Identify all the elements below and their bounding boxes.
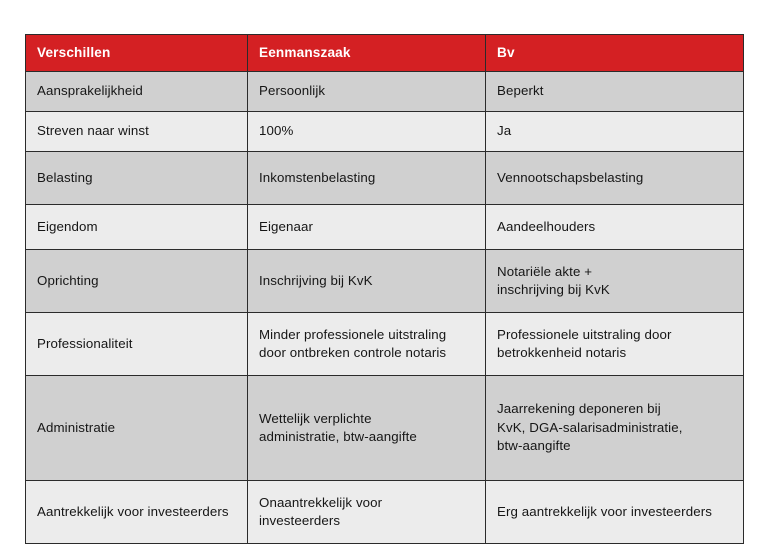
table-row — [26, 205, 744, 250]
row-label-administratie: Administratie — [26, 376, 248, 481]
cell-text-line: Minder professionele uitstraling — [259, 326, 447, 342]
table-header — [26, 35, 744, 72]
table-row — [26, 313, 744, 376]
cell-text-line: Jaarrekening deponeren bij — [497, 401, 661, 417]
column-header-eenmanszaak: Eenmanszaak — [248, 35, 486, 72]
cell-bv-professionaliteit — [486, 313, 744, 376]
table-body — [26, 72, 744, 544]
cell-eenmanszaak-oprichting: Inschrijving bij KvK — [248, 250, 486, 313]
cell-text-line: Onaantrekkelijk voor — [259, 494, 383, 510]
table-row — [26, 481, 744, 544]
cell-text-line: inschrijving bij KvK — [497, 282, 610, 297]
cell-eenmanszaak-aantrekkelijk — [248, 481, 486, 544]
table-row — [26, 152, 744, 205]
cell-text-line: Notariële akte + — [497, 263, 593, 279]
comparison-table-container — [25, 34, 743, 544]
row-label-oprichting: Oprichting — [26, 250, 248, 313]
cell-bv-aansprakelijkheid: Beperkt — [486, 72, 744, 112]
table-row — [26, 72, 744, 112]
cell-eenmanszaak-professionaliteit — [248, 313, 486, 376]
column-header-verschillen: Verschillen — [26, 35, 248, 72]
row-label-professionaliteit: Professionaliteit — [26, 313, 248, 376]
row-label-streven-naar-winst: Streven naar winst — [26, 112, 248, 152]
column-header-bv: Bv — [486, 35, 744, 72]
cell-bv-eigendom: Aandeelhouders — [486, 205, 744, 250]
row-label-aansprakelijkheid: Aansprakelijkheid — [26, 72, 248, 112]
cell-text-line: Wettelijk verplichte — [259, 410, 372, 426]
table-row — [26, 250, 744, 313]
table-header-row — [26, 35, 744, 72]
cell-bv-streven-naar-winst: Ja — [486, 112, 744, 152]
cell-eenmanszaak-streven-naar-winst: 100% — [248, 112, 486, 152]
cell-text-line: Professionele uitstraling door — [497, 326, 672, 342]
row-label-aantrekkelijk-voor-investeerders: Aantrekkelijk voor investeerders — [26, 481, 248, 544]
cell-text-line: administratie, btw-aangifte — [259, 429, 417, 444]
cell-text-line: betrokkenheid notaris — [497, 345, 627, 360]
cell-text-line: investeerders — [259, 513, 341, 528]
cell-eenmanszaak-belasting: Inkomstenbelasting — [248, 152, 486, 205]
cell-eenmanszaak-administratie — [248, 376, 486, 481]
row-label-belasting: Belasting — [26, 152, 248, 205]
cell-eenmanszaak-eigendom: Eigenaar — [248, 205, 486, 250]
cell-bv-aantrekkelijk: Erg aantrekkelijk voor investeerders — [486, 481, 744, 544]
cell-text-line: KvK, DGA-salarisadministratie, — [497, 419, 683, 435]
cell-bv-oprichting — [486, 250, 744, 313]
cell-bv-administratie — [486, 376, 744, 481]
table-row — [26, 112, 744, 152]
table-row — [26, 376, 744, 481]
row-label-eigendom: Eigendom — [26, 205, 248, 250]
cell-bv-belasting: Vennootschapsbelasting — [486, 152, 744, 205]
cell-text-line: btw-aangifte — [497, 438, 571, 454]
cell-eenmanszaak-aansprakelijkheid: Persoonlijk — [248, 72, 486, 112]
cell-text-line: door ontbreken controle notaris — [259, 345, 447, 360]
comparison-table — [25, 34, 744, 544]
